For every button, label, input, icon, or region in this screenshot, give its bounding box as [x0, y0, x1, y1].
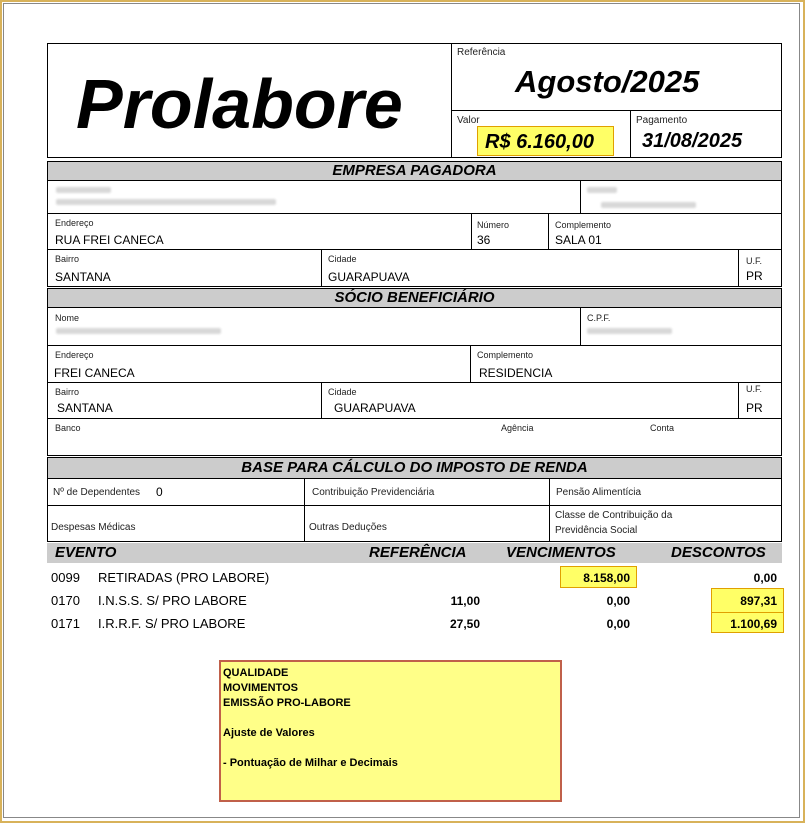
referencia-box: [451, 43, 782, 111]
base-pensao-box: [549, 478, 782, 506]
socio-endereco-box: [47, 345, 471, 383]
empresa-uf-label: U.F.: [746, 256, 763, 266]
evento-ref: 27,50: [449, 617, 480, 631]
page-title: Prolabore: [76, 65, 403, 143]
base-despesas-label: Despesas Médicas: [51, 522, 136, 533]
empresa-bairro-label: Bairro: [55, 254, 80, 264]
eventos-header: [47, 543, 782, 563]
evento-code: 0099: [51, 570, 80, 585]
socio-cpf-box: [580, 307, 782, 346]
base-dependentes-value: 0: [156, 485, 163, 499]
evento-code: 0170: [51, 593, 80, 608]
pagamento-label: Pagamento: [636, 115, 688, 126]
empresa-cidade-box: [321, 249, 739, 287]
socio-banco-label: Banco: [55, 423, 81, 433]
venc-highlight: [560, 566, 637, 588]
evento-desc: RETIRADAS (PRO LABORE): [98, 570, 270, 585]
valor-box: [451, 110, 631, 158]
socio-section-title: SÓCIO BENEFICIÁRIO: [47, 288, 782, 308]
socio-cpf-label: C.P.F.: [587, 313, 611, 323]
socio-agencia-label: Agência: [501, 423, 534, 433]
evento-desc: I.R.R.F. S/ PRO LABORE: [98, 616, 246, 631]
title-box: [47, 43, 452, 158]
eventos-header-referencia: REFERÊNCIA: [369, 544, 467, 561]
evento-venc: 0,00: [606, 617, 630, 631]
socio-endereco-value: FREI CANECA: [54, 366, 135, 380]
empresa-cidade-label: Cidade: [328, 254, 357, 264]
valor-label: Valor: [457, 115, 480, 126]
empresa-uf-box: [738, 249, 782, 287]
base-classe-label-1: Classe de Contribuição da: [555, 510, 673, 521]
eventos-header-vencimentos: VENCIMENTOS: [506, 544, 616, 561]
note-line-3: EMISSÃO PRO-LABORE: [223, 697, 351, 709]
sticky-note: [219, 660, 562, 802]
empresa-doc-box: [580, 180, 782, 214]
desc-highlight: [711, 612, 784, 633]
evento-desc: I.N.S.S. S/ PRO LABORE: [98, 593, 247, 608]
empresa-cidade-value: GUARAPUAVA: [328, 270, 410, 284]
evento-ref: 11,00: [450, 594, 480, 608]
empresa-doc-redacted: [601, 202, 696, 208]
evento-venc: 0,00: [606, 594, 630, 608]
socio-nome-label: Nome: [55, 313, 80, 323]
empresa-bairro-value: SANTANA: [55, 270, 111, 284]
base-outras-box: [304, 505, 550, 542]
base-dependentes-label: Nº de Dependentes: [53, 487, 141, 498]
note-spacer: [223, 711, 560, 726]
eventos-header-evento: EVENTO: [55, 544, 117, 561]
empresa-numero-box: [471, 213, 549, 250]
socio-cpf-redacted: [587, 328, 672, 334]
empresa-complemento-value: SALA 01: [555, 233, 602, 247]
empresa-section-title: EMPRESA PAGADORA: [47, 161, 782, 181]
base-pensao-label: Pensão Alimentícia: [556, 487, 642, 498]
socio-cidade-box: [321, 382, 739, 419]
evento-venc: 8.158,00: [583, 571, 630, 585]
evento-desconto: 0,00: [753, 571, 777, 585]
referencia-label: Referência: [457, 47, 506, 58]
base-classe-box: [549, 505, 782, 542]
empresa-uf-value: PR: [746, 269, 763, 283]
base-dependentes-box: [47, 478, 305, 506]
socio-complemento-label: Complemento: [477, 350, 534, 360]
empresa-numero-label: Número: [477, 220, 510, 230]
empresa-nome-box: [47, 180, 581, 214]
note-line-4: Ajuste de Valores: [223, 727, 315, 739]
socio-banco-box: [47, 418, 782, 456]
socio-uf-box: [738, 382, 782, 419]
empresa-doc-label-redacted: [587, 187, 617, 193]
empresa-cnpj-redacted: [56, 199, 276, 205]
evento-desconto: 897,31: [740, 594, 777, 608]
empresa-endereco-box: [47, 213, 472, 250]
socio-uf-label: U.F.: [746, 384, 763, 394]
socio-complemento-box: [470, 345, 782, 383]
socio-nome-redacted: [56, 328, 221, 334]
base-contribuicao-label: Contribuição Previdenciária: [312, 487, 435, 498]
socio-nome-box: [47, 307, 581, 346]
empresa-bairro-box: [47, 249, 322, 287]
pagamento-box: [630, 110, 782, 158]
base-classe-label-2: Previdência Social: [555, 525, 638, 536]
valor-highlight: [477, 126, 614, 156]
empresa-nome-redacted: [56, 187, 111, 193]
empresa-endereco-value: RUA FREI CANECA: [55, 233, 164, 247]
socio-bairro-box: [47, 382, 322, 419]
pagamento-value: 31/08/2025: [642, 130, 743, 152]
base-outras-label: Outras Deduções: [309, 522, 387, 533]
socio-complemento-value: RESIDENCIA: [479, 366, 553, 380]
referencia-value: Agosto/2025: [515, 64, 700, 99]
socio-uf-value: PR: [746, 401, 763, 415]
base-contribuicao-box: [304, 478, 550, 506]
socio-cidade-label: Cidade: [328, 387, 357, 397]
note-line-2: MOVIMENTOS: [223, 682, 298, 694]
eventos-header-descontos: DESCONTOS: [671, 544, 766, 561]
empresa-complemento-label: Complemento: [555, 220, 612, 230]
valor-value: R$ 6.160,00: [485, 131, 594, 153]
note-line-1: QUALIDADE: [223, 667, 289, 679]
socio-cidade-value: GUARAPUAVA: [334, 401, 416, 415]
evento-code: 0171: [51, 616, 80, 631]
socio-conta-label: Conta: [650, 423, 675, 433]
empresa-numero-value: 36: [477, 233, 491, 247]
note-line-5: - Pontuação de Milhar e Decimais: [223, 757, 398, 769]
socio-endereco-label: Endereço: [55, 350, 94, 360]
empresa-complemento-box: [548, 213, 782, 250]
empresa-endereco-label: Endereço: [55, 218, 94, 228]
socio-bairro-value: SANTANA: [57, 401, 113, 415]
base-despesas-box: [47, 505, 305, 542]
base-section-title: BASE PARA CÁLCULO DO IMPOSTO DE RENDA: [47, 457, 782, 479]
socio-bairro-label: Bairro: [55, 387, 80, 397]
evento-desconto: 1.100,69: [730, 617, 777, 631]
note-spacer: [223, 741, 560, 756]
desc-highlight: [711, 588, 784, 613]
